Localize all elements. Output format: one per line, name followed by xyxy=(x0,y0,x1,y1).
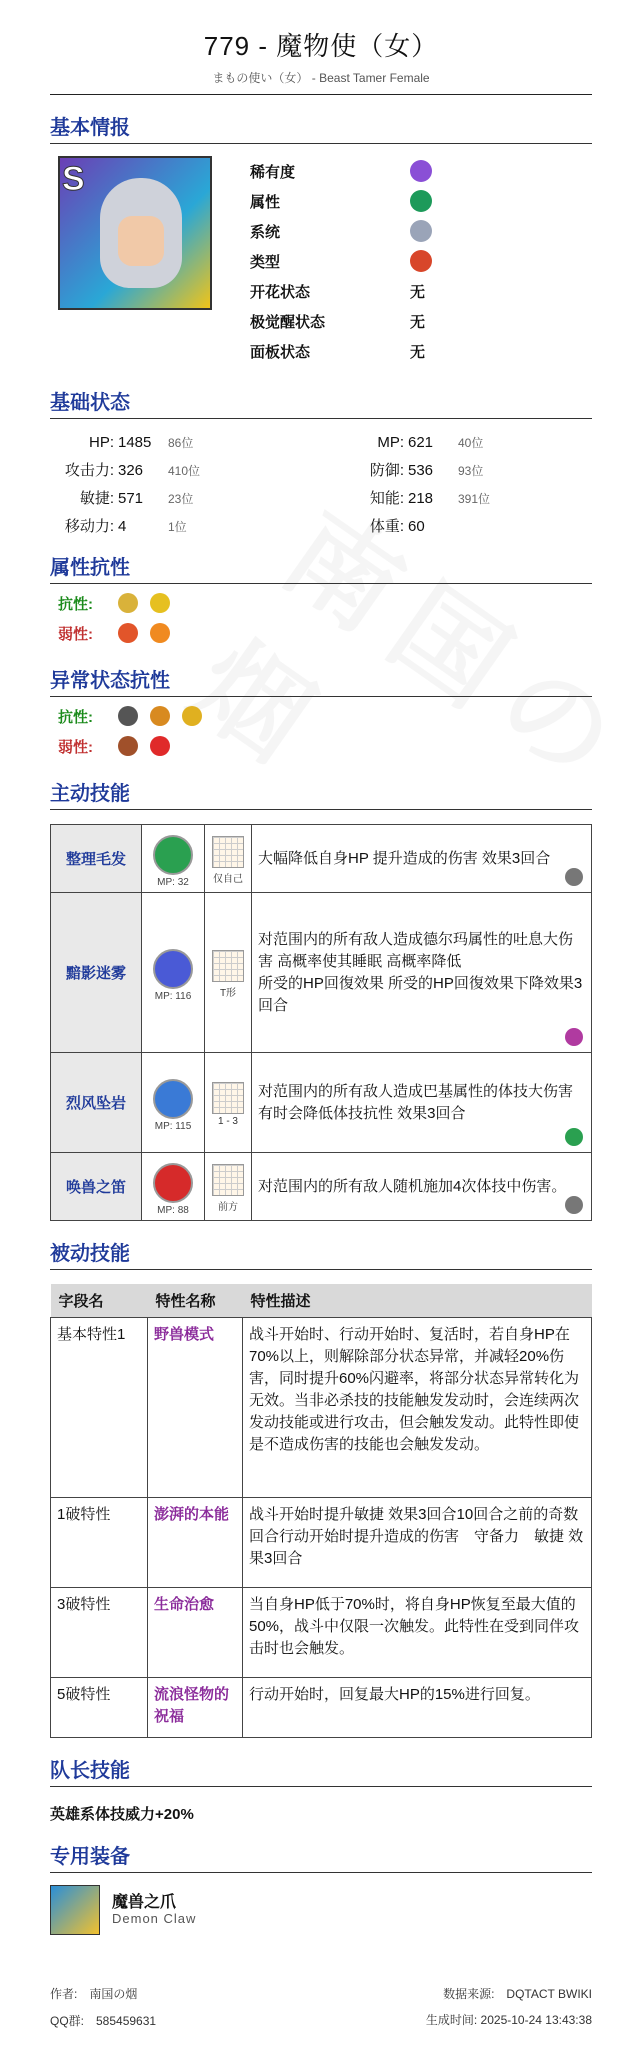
equipment xyxy=(50,1879,592,1939)
footer-qq: QQ群: 585459631 xyxy=(50,2014,157,2028)
status-bad-label: 弱性: xyxy=(58,738,93,756)
stat-value: 60 xyxy=(408,518,425,535)
skill-name: 黯影迷雾 xyxy=(51,893,142,1053)
stat-rank: 410位 xyxy=(168,464,201,478)
skill-range-cell xyxy=(205,1053,252,1153)
passive-row xyxy=(51,1318,592,1498)
face-shape xyxy=(118,216,164,266)
stat-def xyxy=(340,457,483,485)
demon-claw-icon xyxy=(50,1885,100,1935)
attr-row xyxy=(250,276,432,306)
skill-range: 前方 xyxy=(218,1202,238,1213)
sleep-icon xyxy=(118,706,138,726)
skill-orb-icon xyxy=(153,835,193,875)
skill-element-icon xyxy=(565,1128,583,1146)
footer xyxy=(50,1985,592,2029)
fire-orb-icon xyxy=(118,623,138,643)
stat-label: HP: xyxy=(88,434,114,451)
status-good-row xyxy=(50,701,592,731)
passive-field: 基本特性1 xyxy=(51,1318,148,1498)
skill-range: 仅自己 xyxy=(213,874,243,885)
range-grid-icon xyxy=(212,950,244,982)
equip-name-en: Demon Claw xyxy=(112,1911,197,1926)
stat-value: 326 xyxy=(118,462,144,479)
type-icon xyxy=(410,250,432,272)
basic-info xyxy=(50,144,592,384)
skill-desc-cell xyxy=(252,825,592,893)
passive-trait: 澎湃的本能 xyxy=(148,1498,243,1588)
skill-desc: 对范围内的所有敌人随机施加4次体技中伤害。 xyxy=(258,1177,567,1195)
stat-label: 知能: xyxy=(369,490,404,507)
stat-label: 敏捷: xyxy=(79,490,114,507)
status-bad-icons xyxy=(118,736,182,756)
footer-time: 生成时间: 2025-10-24 13:43:38 xyxy=(425,2013,592,2027)
attr-value: 无 xyxy=(410,313,426,331)
passive-row xyxy=(51,1588,592,1678)
resist-bad-icons xyxy=(118,623,182,643)
skill-mp: MP: 88 xyxy=(157,1205,189,1216)
skill-desc: 对范围内的所有敌人造成德尔玛属性的吐息大伤害 高概率使其睡眠 高概率降低 所受的HP回復效果 所受的HP回復效果下降效果3回合 xyxy=(258,930,583,1014)
skill-name: 唤兽之笛 xyxy=(51,1153,142,1221)
skill-desc-cell xyxy=(252,893,592,1053)
rank-s-badge: S xyxy=(62,160,85,198)
attr-label: 稀有度 xyxy=(250,163,296,181)
skill-name: 烈风坠岩 xyxy=(51,1053,142,1153)
element-icon xyxy=(410,190,432,212)
title-divider xyxy=(50,94,592,95)
skill-icon-cell xyxy=(142,825,205,893)
attr-row xyxy=(250,336,432,366)
resist-good-icons xyxy=(118,593,182,613)
passive-desc: 行动开始时，回复最大HP的15%进行回复。 xyxy=(243,1678,592,1738)
attr-label: 面板状态 xyxy=(250,343,311,361)
skill-row xyxy=(51,825,592,893)
stat-value: 621 xyxy=(408,434,434,451)
attr-label: 属性 xyxy=(250,193,281,211)
attr-row xyxy=(250,216,432,246)
skill-mp: MP: 116 xyxy=(154,991,192,1002)
stats-block xyxy=(50,425,592,535)
skill-name: 整理毛发 xyxy=(51,825,142,893)
page-subtitle: まもの使い（女） - Beast Tamer Female xyxy=(212,71,430,85)
passive-desc: 当自身HP低于70%时，将自身HP恢复至最大值的50%，战斗中仅限一次触发。此特性在受到同伴攻击时也会触发。 xyxy=(243,1588,592,1678)
attr-row xyxy=(250,156,432,186)
resist-bad-label: 弱性: xyxy=(58,625,93,643)
passive-row xyxy=(51,1678,592,1738)
lightning-icon xyxy=(150,593,170,613)
attr-row xyxy=(250,246,432,276)
section-basic: 基本情报 xyxy=(50,111,592,144)
attr-label: 系统 xyxy=(250,223,281,241)
stat-agi xyxy=(50,485,193,513)
range-grid-icon xyxy=(212,836,244,868)
active-skills-table xyxy=(50,824,592,1221)
status-good-icons xyxy=(118,706,214,726)
skill-icon-cell xyxy=(142,893,205,1053)
attr-label: 开花状态 xyxy=(250,283,311,301)
skill-row xyxy=(51,893,592,1053)
section-stats: 基础状态 xyxy=(50,386,592,419)
stat-rank: 23位 xyxy=(168,492,194,506)
footer-author: 作者: 南国の烟 xyxy=(50,1987,138,2001)
stat-mp xyxy=(340,429,483,457)
attr-value: 无 xyxy=(410,343,426,361)
skill-orb-icon xyxy=(153,1163,193,1203)
stat-label: 防御: xyxy=(369,462,404,479)
stat-hp xyxy=(50,429,193,457)
stat-rank: 40位 xyxy=(458,436,484,450)
stat-rank: 391位 xyxy=(458,492,491,506)
resist-good-row xyxy=(50,588,592,618)
section-status-resist: 异常状态抗性 xyxy=(50,664,592,697)
section-resist: 属性抗性 xyxy=(50,551,592,584)
passive-row xyxy=(51,1498,592,1588)
skill-range-cell xyxy=(205,1153,252,1221)
attr-row xyxy=(250,306,432,336)
status-bad-row xyxy=(50,731,592,761)
stat-label: 体重: xyxy=(369,518,404,535)
passive-field: 3破特性 xyxy=(51,1588,148,1678)
passive-desc: 战斗开始时提升敏捷 效果3回合10回合之前的奇数回合行动开始时提升造成的伤害 守备力 敏捷 效果3回合 xyxy=(243,1498,592,1588)
page xyxy=(50,0,592,1939)
skill-icon-cell xyxy=(142,1153,205,1221)
stat-label: 移动力: xyxy=(64,518,114,535)
skill-row xyxy=(51,1153,592,1221)
skill-desc: 对范围内的所有敌人造成巴基属性的体技大伤害 有时会降低体技抗性 效果3回合 xyxy=(258,1082,574,1122)
footer-source: 数据来源: DQTACT BWIKI xyxy=(443,1987,592,2001)
resist-good-label: 抗性: xyxy=(58,595,93,613)
rarity-s-icon xyxy=(410,160,432,182)
poison-icon xyxy=(118,736,138,756)
character-portrait xyxy=(58,156,212,310)
skill-element-icon xyxy=(565,1196,583,1214)
skill-mp: MP: 115 xyxy=(154,1121,192,1132)
resist-bad-row xyxy=(50,618,592,648)
stat-value: 571 xyxy=(118,490,144,507)
page-title: 779 - 魔物使（女） xyxy=(203,31,439,61)
stat-wgt xyxy=(340,513,458,541)
stat-rank: 86位 xyxy=(168,436,194,450)
stat-mov xyxy=(50,513,187,541)
stat-int xyxy=(340,485,490,513)
stat-rank: 1位 xyxy=(168,520,187,534)
skill-range: T形 xyxy=(219,988,237,999)
skill-row xyxy=(51,1053,592,1153)
status-good-label: 抗性: xyxy=(58,708,93,726)
range-grid-icon xyxy=(212,1164,244,1196)
attr-label: 类型 xyxy=(250,253,281,271)
passive-field: 5破特性 xyxy=(51,1678,148,1738)
seal-icon xyxy=(150,736,170,756)
confuse-icon xyxy=(150,706,170,726)
stat-value: 1485 xyxy=(118,434,152,451)
passive-trait: 流浪怪物的祝福 xyxy=(148,1678,243,1738)
basic-attributes xyxy=(250,156,432,366)
skill-orb-icon xyxy=(153,949,193,989)
col-trait-desc: 特性描述 xyxy=(243,1284,592,1318)
skill-range-cell xyxy=(205,825,252,893)
flame-icon xyxy=(150,623,170,643)
skill-orb-icon xyxy=(153,1079,193,1119)
section-passive: 被动技能 xyxy=(50,1237,592,1270)
passive-trait: 野兽模式 xyxy=(148,1318,243,1498)
col-field: 字段名 xyxy=(51,1284,148,1318)
attr-row xyxy=(250,186,432,216)
equip-name: 魔兽之爪 xyxy=(112,1894,177,1911)
skill-element-icon xyxy=(565,1028,583,1046)
skill-icon-cell xyxy=(142,1053,205,1153)
attr-value: 无 xyxy=(410,283,426,301)
col-trait-name: 特性名称 xyxy=(148,1284,243,1318)
stat-label: 攻击力: xyxy=(64,462,114,479)
passive-trait: 生命治愈 xyxy=(148,1588,243,1678)
passive-skills-table xyxy=(50,1284,592,1738)
skill-desc: 大幅降低自身HP 提升造成的伤害 效果3回合 xyxy=(258,849,551,867)
stat-rank: 93位 xyxy=(458,464,484,478)
skill-range: 1 - 3 xyxy=(217,1116,238,1127)
skill-desc-cell xyxy=(252,1053,592,1153)
skill-desc-cell xyxy=(252,1153,592,1221)
stat-value: 218 xyxy=(408,490,434,507)
section-equip: 专用装备 xyxy=(50,1840,592,1873)
passive-desc: 战斗开始时、行动开始时、复活时，若自身HP在70%以上，则解除部分状态异常，并减轻20%伤害，同时提升60%闪避率，将部分状态异常转化为无效。当非必杀技的技能触发发动时，会连续两次发动技能或进行攻击，但会触发发动。此特性即使是不造成伤害的技能也会触发发动。 xyxy=(243,1318,592,1498)
skill-mp: MP: 32 xyxy=(157,877,189,888)
passive-field: 1破特性 xyxy=(51,1498,148,1588)
leader-skill: 英雄系体技威力+20% xyxy=(50,1806,194,1823)
paralysis-icon xyxy=(182,706,202,726)
skill-element-icon xyxy=(565,868,583,886)
system-icon xyxy=(410,220,432,242)
section-leader: 队长技能 xyxy=(50,1754,592,1787)
section-active: 主动技能 xyxy=(50,777,592,810)
skill-range-cell xyxy=(205,893,252,1053)
range-grid-icon xyxy=(212,1082,244,1114)
light-icon xyxy=(118,593,138,613)
stat-label: MP: xyxy=(377,434,404,451)
stat-atk xyxy=(50,457,200,485)
stat-value: 536 xyxy=(408,462,434,479)
attr-label: 极觉醒状态 xyxy=(250,313,326,331)
stat-value: 4 xyxy=(118,518,127,535)
